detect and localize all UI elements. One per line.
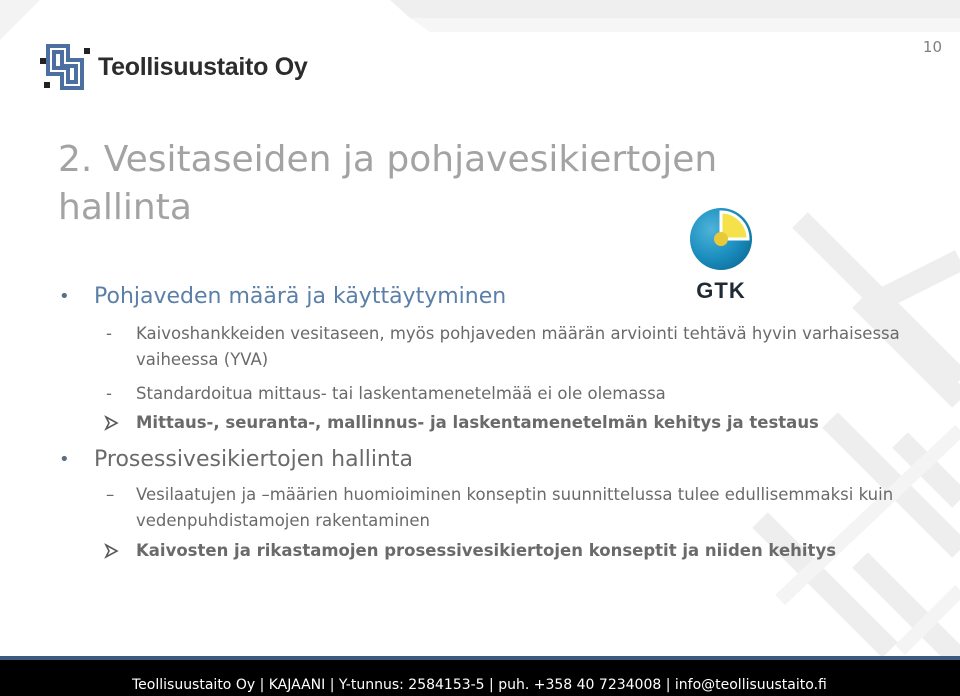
arrow-bullet-icon [104,410,120,436]
bullet-process-water [56,446,936,474]
sub-item-text: Vesilaatujen ja –määrien huomioiminen konseptin suunnittelussa tulee edullisemmaksi kuin vedenpuhdistamojen rakentaminen [136,485,894,530]
company-logo [38,38,307,96]
sub-item-1 [56,321,936,373]
gtk-label: GTK [696,278,746,303]
sub-item-text: Standardoitua mittaus- tai laskentamenetelmää ei ole olemassa [136,384,666,403]
bullet-dot-icon: • [59,286,70,307]
slide-title: 2. Vesitaseiden ja pohjavesikiertojen hallinta [58,139,718,228]
dash-marker: – [106,485,115,504]
page-number: 10 [922,38,942,56]
sub-item-4 [56,482,936,534]
bullet-heading: Prosessivesikiertojen hallinta [94,447,413,472]
sub-item-text: Mittaus-, seuranta-, mallinnus- ja laskentamenetelmän kehitys ja testaus [136,413,819,432]
sub-item-2 [56,381,936,407]
slide-content [56,283,936,564]
footer-stripe [0,656,960,660]
arrow-bullet-icon [104,538,120,564]
sub-item-text: Kaivoshankkeiden vesitaseen, myös pohjaveden määrän arviointi tehtävä hyvin varhaisessa vaiheessa (YVA) [136,324,900,369]
sub-item-5 [56,538,936,564]
sub-item-text: Kaivosten ja rikastamojen prosessivesikiertojen konseptit ja niiden kehitys [136,541,837,560]
company-name: Teollisuustaito Oy [98,52,308,81]
dash-marker: - [106,384,112,403]
sub-item-3 [56,410,936,436]
teollisuustaito-logo-icon [38,38,92,96]
footer-contact-info: Teollisuustaito Oy | KAJAANI | Y-tunnus: 2584153-5 | puh. +358 40 7234008 | info@teollisuustaito.fi [132,677,827,693]
bullet-heading: Pohjaveden määrä ja käyttäytyminen [94,284,507,309]
bullet-groundwater [56,283,936,311]
bullet-dot-icon: • [59,449,70,470]
dash-marker: - [106,324,112,343]
